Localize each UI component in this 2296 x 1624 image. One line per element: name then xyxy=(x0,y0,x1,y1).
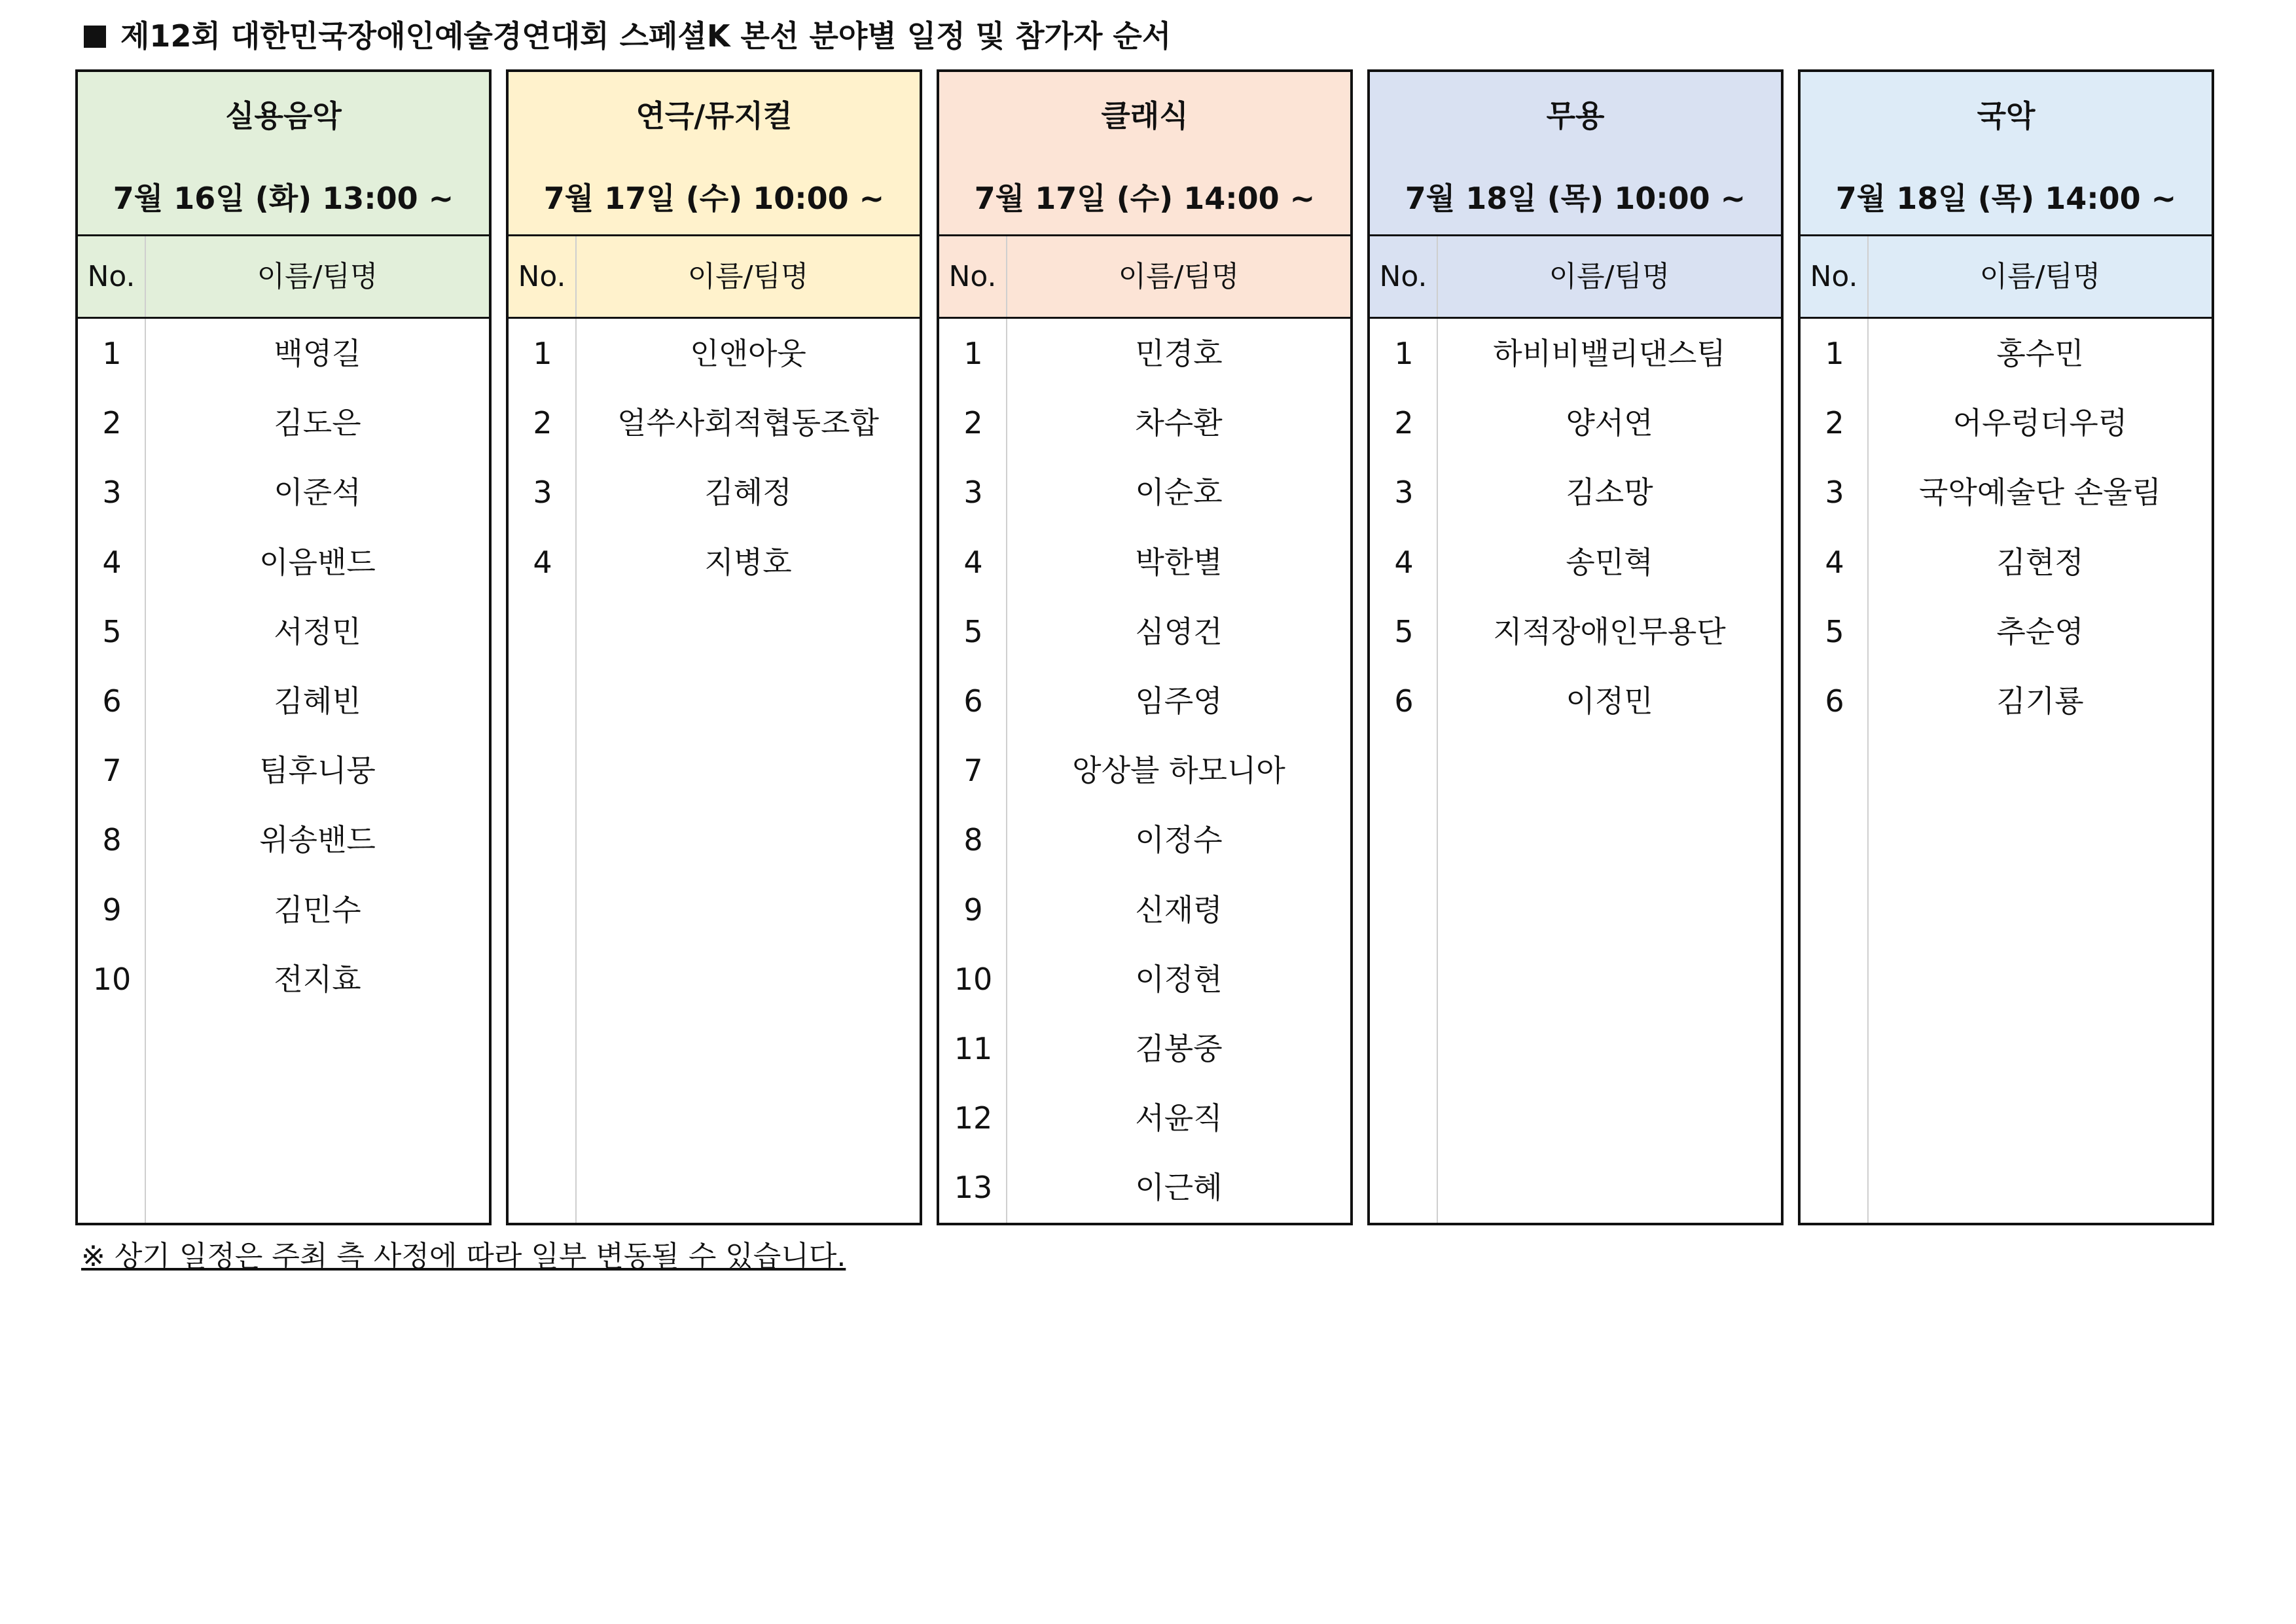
table-row xyxy=(939,666,1350,736)
entry-number: 13 xyxy=(954,1170,993,1206)
entry-name: 이정현 xyxy=(1135,961,1223,997)
entry-name: 임주영 xyxy=(1135,683,1223,719)
panel-theater-musical xyxy=(506,69,922,1225)
panel-date: 7월 18일 (목) 10:00 ~ xyxy=(1405,181,1746,216)
entry-number: 3 xyxy=(533,475,552,511)
panel-date: 7월 17일 (수) 10:00 ~ xyxy=(543,181,885,216)
entry-name: 박한별 xyxy=(1135,544,1223,580)
panel-date: 7월 18일 (목) 14:00 ~ xyxy=(1835,181,2177,216)
table-row xyxy=(78,458,489,527)
entry-name: 이근혜 xyxy=(1135,1170,1223,1206)
entry-number: 2 xyxy=(1825,405,1844,441)
column-name-label: 이름/팀명 xyxy=(687,260,809,293)
entry-number: 8 xyxy=(102,822,122,858)
table-row xyxy=(78,597,489,666)
entry-name: 김도은 xyxy=(274,405,361,441)
entry-number: 4 xyxy=(1825,544,1844,580)
entry-number: 1 xyxy=(533,336,552,371)
entry-number: 2 xyxy=(102,405,122,441)
panel-header xyxy=(1370,72,1781,236)
column-header xyxy=(78,236,489,319)
square-bullet-icon xyxy=(84,26,106,48)
panel-category: 연극/뮤지컬 xyxy=(636,98,793,134)
table-row xyxy=(1370,388,1781,458)
entry-name: 김혜정 xyxy=(704,475,792,511)
table-row xyxy=(939,736,1350,805)
entry-name: 팀후니뭉 xyxy=(259,753,376,789)
table-row xyxy=(1370,528,1781,597)
entry-number: 3 xyxy=(963,475,983,511)
table-row xyxy=(78,388,489,458)
entry-name: 홍수민 xyxy=(1996,336,2084,371)
panel-category: 실용음악 xyxy=(225,98,342,134)
column-no-label: No. xyxy=(1801,236,1869,317)
table-row xyxy=(509,528,920,597)
entry-name: 양서연 xyxy=(1566,405,1653,441)
entry-name: 이정수 xyxy=(1135,822,1223,858)
entry-number: 6 xyxy=(1394,683,1414,719)
entry-number: 3 xyxy=(102,475,122,511)
entry-name: 이정민 xyxy=(1566,683,1653,719)
table-row xyxy=(939,1014,1350,1083)
entry-number: 5 xyxy=(102,613,122,649)
panel-dance xyxy=(1367,69,1784,1225)
entry-number: 3 xyxy=(1394,475,1414,511)
table-row xyxy=(939,805,1350,875)
entry-number: 2 xyxy=(1394,405,1414,441)
entry-number: 7 xyxy=(102,753,122,789)
column-no-label: No. xyxy=(78,236,146,317)
entry-number: 7 xyxy=(963,753,983,789)
entry-number: 2 xyxy=(963,405,983,441)
column-name-label: 이름/팀명 xyxy=(1979,260,2101,293)
table-row xyxy=(939,528,1350,597)
entry-name: 민경호 xyxy=(1135,336,1223,371)
entry-number: 1 xyxy=(963,336,983,371)
panel-date: 7월 17일 (수) 14:00 ~ xyxy=(974,181,1316,216)
entry-number: 10 xyxy=(954,961,993,997)
table-row xyxy=(78,945,489,1014)
table-row xyxy=(78,319,489,388)
entry-number: 6 xyxy=(963,683,983,719)
table-row xyxy=(939,945,1350,1014)
entry-list xyxy=(509,319,920,1223)
entry-number: 6 xyxy=(102,683,122,719)
entry-name: 서정민 xyxy=(274,613,361,649)
page-title-text: 제12회 대한민국장애인예술경연대회 스페셜K 본선 분야별 일정 및 참가자 순서 xyxy=(120,18,1172,54)
table-row xyxy=(78,736,489,805)
table-row xyxy=(939,1083,1350,1153)
entry-number: 10 xyxy=(92,961,132,997)
table-row xyxy=(939,388,1350,458)
entry-number: 9 xyxy=(963,892,983,928)
panel-category: 무용 xyxy=(1546,98,1605,134)
entry-name: 서윤직 xyxy=(1135,1100,1223,1136)
entry-list xyxy=(1801,319,2212,1223)
entry-name: 이순호 xyxy=(1135,475,1223,511)
entry-name: 앙상블 하모니아 xyxy=(1072,753,1285,789)
entry-name: 김봉중 xyxy=(1135,1030,1223,1066)
table-row xyxy=(1801,597,2212,666)
table-row xyxy=(1370,319,1781,388)
page-title xyxy=(84,14,1171,58)
entry-name: 김혜빈 xyxy=(274,683,361,719)
entry-number: 9 xyxy=(102,892,122,928)
panel-header xyxy=(939,72,1350,236)
column-no-label: No. xyxy=(939,236,1007,317)
table-row xyxy=(939,458,1350,527)
entry-name: 차수환 xyxy=(1135,405,1223,441)
panel-header xyxy=(509,72,920,236)
entry-name: 김현정 xyxy=(1996,544,2084,580)
entry-name: 위송밴드 xyxy=(259,822,376,858)
entry-list xyxy=(78,319,489,1223)
table-row xyxy=(1801,388,2212,458)
table-row xyxy=(939,875,1350,945)
table-row xyxy=(509,458,920,527)
entry-name: 백영길 xyxy=(274,336,361,371)
panel-header xyxy=(1801,72,2212,236)
entry-name: 심영건 xyxy=(1135,613,1223,649)
entry-name: 어우렁더우렁 xyxy=(1952,405,2128,441)
table-row xyxy=(939,1153,1350,1222)
schedule-note: ※ 상기 일정은 주최 측 사정에 따라 일부 변동될 수 있습니다. xyxy=(81,1240,846,1273)
panel-category: 클래식 xyxy=(1101,98,1189,134)
panel-category: 국악 xyxy=(1977,98,2036,134)
column-header xyxy=(509,236,920,319)
table-row xyxy=(78,805,489,875)
table-row xyxy=(1370,666,1781,736)
entry-number: 5 xyxy=(1825,613,1844,649)
table-row xyxy=(1370,458,1781,527)
table-row xyxy=(1370,597,1781,666)
table-row xyxy=(1801,666,2212,736)
entry-number: 5 xyxy=(963,613,983,649)
entry-name: 이준석 xyxy=(274,475,361,511)
panel-classical xyxy=(937,69,1353,1225)
table-row xyxy=(939,319,1350,388)
column-name-label: 이름/팀명 xyxy=(257,260,378,293)
entry-number: 4 xyxy=(102,544,122,580)
panel-header xyxy=(78,72,489,236)
entry-number: 8 xyxy=(963,822,983,858)
entry-list xyxy=(939,319,1350,1223)
entry-name: 전지효 xyxy=(274,961,361,997)
column-name-label: 이름/팀명 xyxy=(1549,260,1670,293)
entry-number: 4 xyxy=(1394,544,1414,580)
column-no-label: No. xyxy=(1370,236,1438,317)
entry-number: 1 xyxy=(1394,336,1414,371)
entry-number: 4 xyxy=(533,544,552,580)
entry-name: 김소망 xyxy=(1566,475,1653,511)
entry-list xyxy=(1370,319,1781,1223)
entry-name: 김기룡 xyxy=(1996,683,2084,719)
entry-number: 3 xyxy=(1825,475,1844,511)
entry-name: 김민수 xyxy=(274,892,361,928)
column-header xyxy=(939,236,1350,319)
entry-name: 신재령 xyxy=(1135,892,1223,928)
entry-name: 지적장애인무용단 xyxy=(1493,613,1726,649)
entry-name: 지병호 xyxy=(704,544,792,580)
table-row xyxy=(939,597,1350,666)
entry-name: 이음밴드 xyxy=(259,544,376,580)
table-row xyxy=(78,528,489,597)
entry-number: 2 xyxy=(533,405,552,441)
entry-number: 12 xyxy=(954,1100,993,1136)
entry-number: 11 xyxy=(954,1030,993,1066)
table-row xyxy=(1801,458,2212,527)
table-row xyxy=(78,666,489,736)
entry-name: 송민혁 xyxy=(1566,544,1653,580)
entry-number: 4 xyxy=(963,544,983,580)
entry-name: 국악예술단 손울림 xyxy=(1918,475,2162,511)
entry-name: 하비비밸리댄스팀 xyxy=(1493,336,1726,371)
panel-date: 7월 16일 (화) 13:00 ~ xyxy=(113,181,454,216)
panel-korean-traditional-music xyxy=(1798,69,2214,1225)
table-row xyxy=(1801,528,2212,597)
column-header xyxy=(1370,236,1781,319)
column-no-label: No. xyxy=(509,236,577,317)
entry-number: 5 xyxy=(1394,613,1414,649)
column-header xyxy=(1801,236,2212,319)
table-row xyxy=(1801,319,2212,388)
entry-number: 1 xyxy=(102,336,122,371)
entry-name: 추순영 xyxy=(1996,613,2084,649)
table-row xyxy=(509,319,920,388)
entry-number: 6 xyxy=(1825,683,1844,719)
table-row xyxy=(509,388,920,458)
entry-name: 얼쑤사회적협동조합 xyxy=(617,405,879,441)
entry-number: 1 xyxy=(1825,336,1844,371)
table-row xyxy=(78,875,489,945)
column-name-label: 이름/팀명 xyxy=(1118,260,1240,293)
panel-practical-music xyxy=(75,69,492,1225)
entry-name: 인앤아웃 xyxy=(690,336,806,371)
